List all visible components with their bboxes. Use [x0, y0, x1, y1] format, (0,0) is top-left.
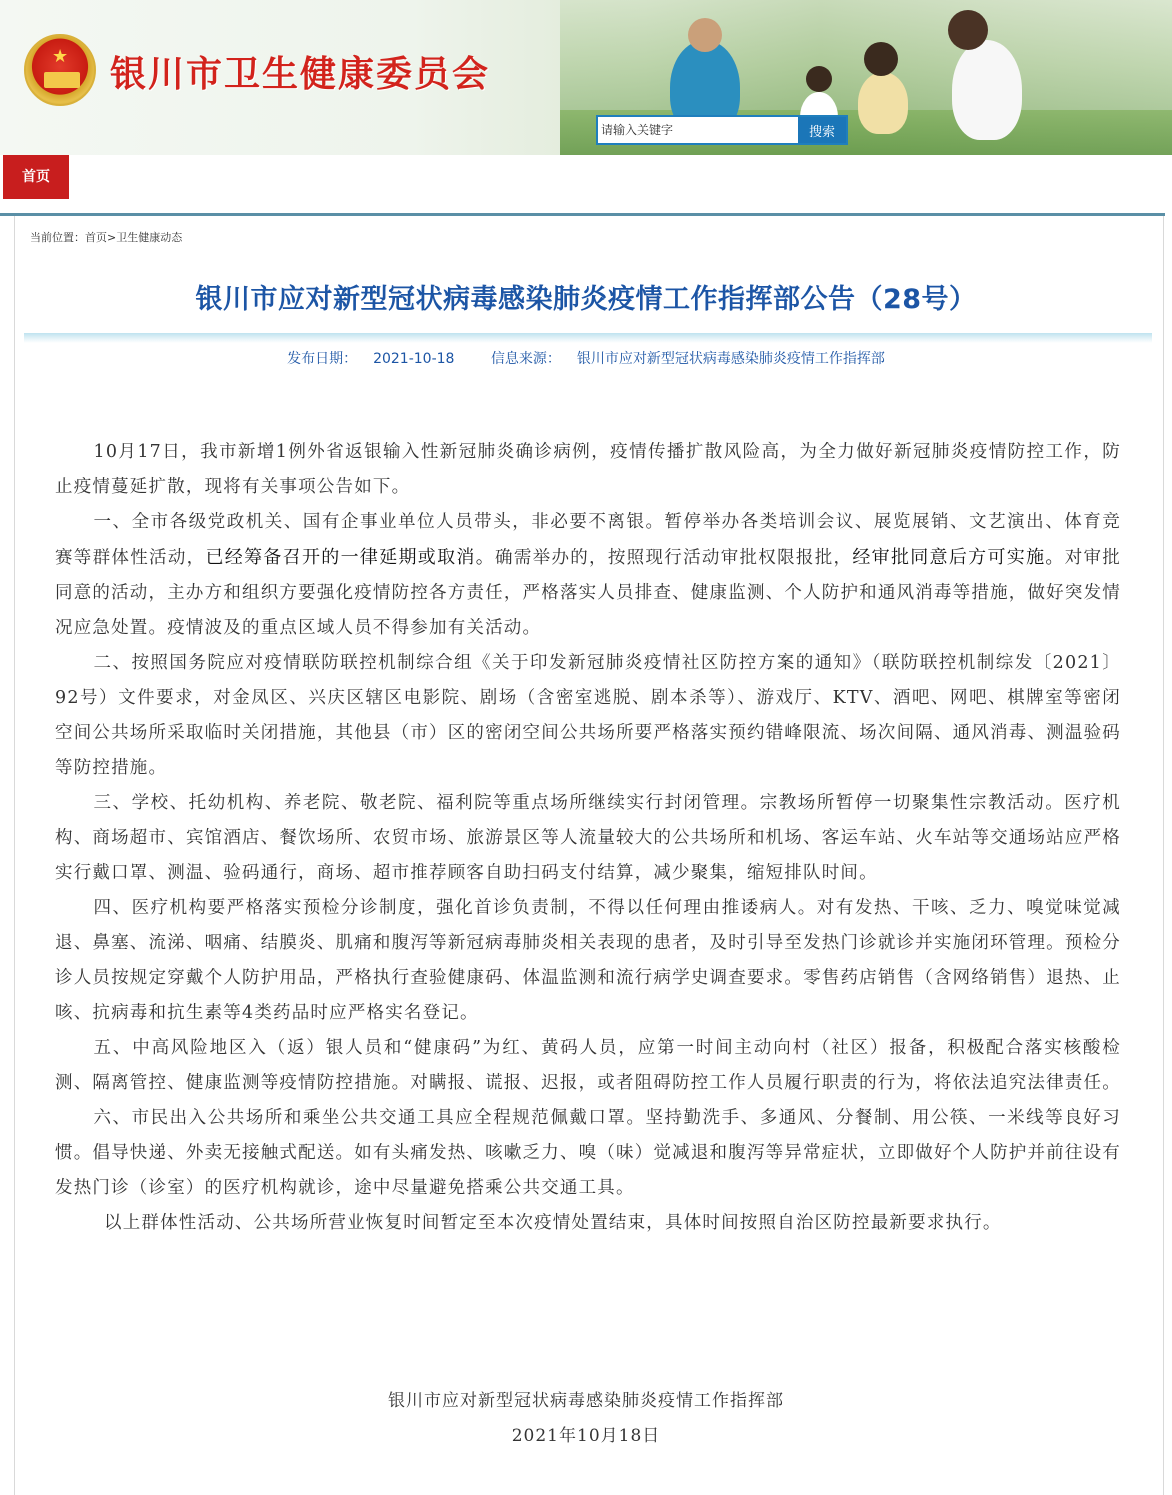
search-box	[596, 115, 848, 145]
banner-figure-child-head	[806, 66, 832, 92]
banner-figure-mother	[952, 40, 1022, 140]
paragraph-closing: 以上群体性活动、公共场所营业恢复时间暂定至本次疫情处置结束，具体时间按照自治区防控最新要求执行。	[104, 1213, 1002, 1233]
paragraph-1-part-e: 对审批同意的活动，主办方和组织方要强化疫情防控各方责任，严格落实人员排查、健康监测、个人防护和通风消毒等措施，做好突发情况应急处置。疫情波及的重点区域人员不得参加有关活动。	[55, 548, 1121, 638]
search-input[interactable]	[598, 117, 798, 143]
paragraph-1-emphasis-a: 已经筹备召开的一律延期或取消。	[205, 547, 496, 568]
publish-date-value: 2021-10-18	[373, 351, 455, 367]
paragraph-5: 五、中高风险地区入（返）银人员和“健康码”为红、黄码人员，应第一时间主动向村（社区）报备，积极配合落实核酸检测、隔离管控、健康监测等疫情防控措施。对瞒报、谎报、迟报，或者阻碍防控工作人员履行职责的行为，将依法追究法律责任。	[55, 1038, 1121, 1093]
publish-date-label: 发布日期：	[287, 351, 358, 367]
article-title: 银川市应对新型冠状病毒感染肺炎疫情工作指挥部公告（28号）	[195, 284, 977, 315]
article-body	[55, 435, 1121, 1241]
paragraph-4: 四、医疗机构要严格落实预检分诊制度，强化首诊负责制，不得以任何理由推诿病人。对有发热、干咳、乏力、嗅觉味觉减退、鼻塞、流涕、咽痛、结膜炎、肌痛和腹泻等新冠病毒肺炎相关表现的患者，及时引导至发热门诊就诊并实施闭环管理。预检分诊人员按规定穿戴个人防护用品，严格执行查验健康码、体温监测和流行病学史调查要求。零售药店销售（含网络销售）退热、止咳、抗病毒和抗生素等4类药品时应严格实名登记。	[55, 898, 1121, 1023]
paragraph-3: 三、学校、托幼机构、养老院、敬老院、福利院等重点场所继续实行封闭管理。宗教场所暂停一切聚集性宗教活动。医疗机构、商场超市、宾馆酒店、餐饮场所、农贸市场、旅游景区等人流量较大的公共场所和机场、客运车站、火车站等交通场站应严格实行戴口罩、测温、验码通行，商场、超市推荐顾客自助扫码支付结算，减少聚集，缩短排队时间。	[55, 793, 1121, 883]
signature-organization: 银川市应对新型冠状病毒感染肺炎疫情工作指挥部	[388, 1391, 784, 1411]
paragraph-1-part-a: 一、全市各级党政机关、国有企事业单位人员带头，非必要不离银。暂停举办各类培训会议、展览展销、文艺演出、体育竞赛等群体性活动，	[55, 512, 1121, 568]
breadcrumb-home-link[interactable]: 首页	[85, 231, 107, 244]
breadcrumb-prefix: 当前位置：	[30, 231, 85, 244]
banner-figure-girl-head	[864, 42, 898, 76]
banner-figure-mother-head	[948, 10, 988, 50]
search-button[interactable]: 搜索	[798, 117, 846, 143]
source-value: 银川市应对新型冠状病毒感染肺炎疫情工作指挥部	[576, 351, 885, 367]
signature-date: 2021年10月18日	[511, 1426, 661, 1446]
site-title[interactable]: 银川市卫生健康委员会	[110, 54, 491, 95]
breadcrumb-separator: >	[107, 231, 117, 244]
paragraph-1	[55, 505, 1121, 646]
paragraph-intro: 10月17日，我市新增1例外省返银输入性新冠肺炎确诊病例，疫情传播扩散风险高，为全力做好新冠肺炎疫情防控工作，防止疫情蔓延扩散，现将有关事项公告如下。	[55, 442, 1121, 497]
breadcrumb-section-link[interactable]: 卫生健康动态	[116, 231, 183, 244]
banner-figure-girl	[858, 72, 908, 134]
header-banner	[0, 0, 1172, 155]
main-nav	[0, 155, 1172, 202]
paragraph-2: 二、按照国务院应对疫情联防联控机制综合组《关于印发新冠肺炎疫情社区防控方案的通知》（联防联控机制综发〔2021〕92号）文件要求，对金凤区、兴庆区辖区电影院、剧场（含密室逃脱、剧本杀等）、游戏厅、KTV、酒吧、网吧、棋牌室等密闭空间公共场所采取临时关闭措施，其他县（市）区的密闭空间公共场所要严格落实预约错峰限流、场次间隔、通风消毒、测温验码等防控措施。	[55, 653, 1121, 778]
banner-figure-father-head	[688, 18, 722, 52]
article-meta	[0, 348, 1172, 368]
info-source	[483, 351, 893, 367]
source-label: 信息来源：	[490, 351, 561, 367]
national-emblem-icon[interactable]: ★	[24, 34, 96, 106]
nav-item-home[interactable]: 首页	[3, 155, 69, 199]
paragraph-1-emphasis-b: 经审批同意后方可实施。	[852, 547, 1065, 568]
publish-date	[279, 351, 462, 367]
paragraph-1-part-c: 确需举办的，按照现行活动审批权限报批，	[495, 548, 853, 568]
breadcrumb	[30, 229, 182, 245]
title-divider	[24, 333, 1152, 343]
paragraph-6: 六、市民出入公共场所和乘坐公共交通工具应全程规范佩戴口罩。坚持勤洗手、多通风、分餐制、用公筷、一米线等良好习惯。倡导快递、外卖无接触式配送。如有头痛发热、咳嗽乏力、嗅（味）觉减退和腹泻等异常症状，立即做好个人防护并前往设有发热门诊（诊室）的医疗机构就诊，途中尽量避免搭乘公共交通工具。	[55, 1108, 1121, 1198]
